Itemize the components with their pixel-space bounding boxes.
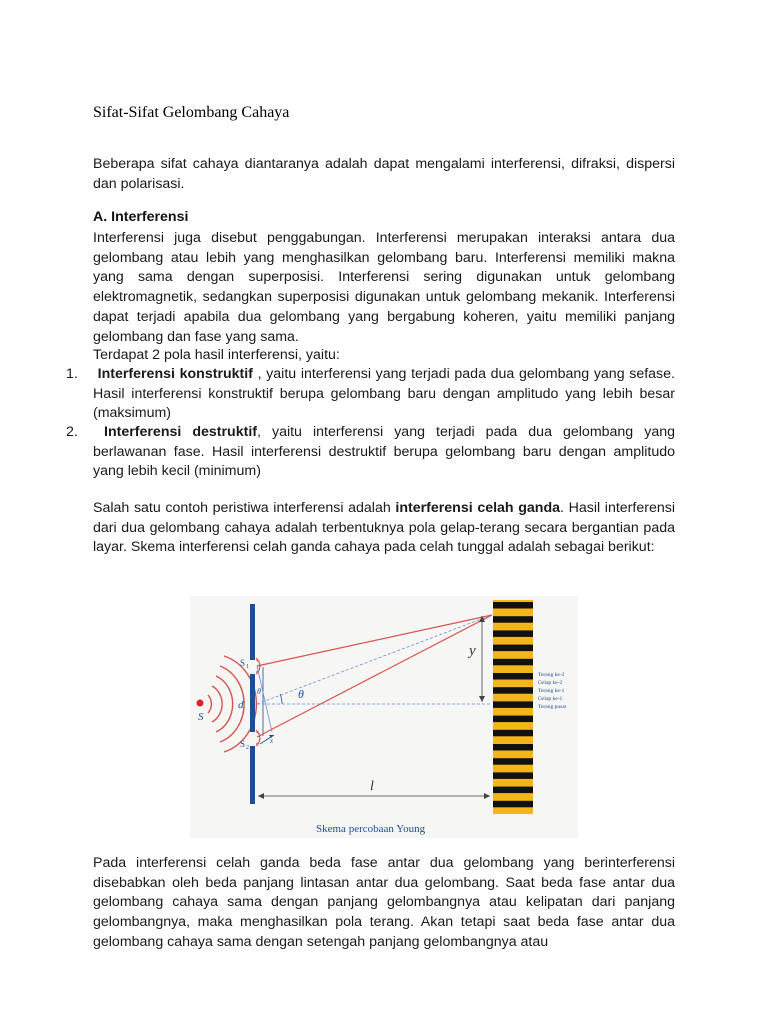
dark-fringe — [493, 659, 533, 666]
screen — [493, 600, 533, 814]
slit2-subscript: 2 — [246, 745, 249, 751]
list-number: 2. — [66, 424, 78, 440]
barrier-middle — [250, 674, 255, 732]
dark-fringe — [493, 616, 533, 623]
example-pre: Salah satu contoh peristiwa interferensi adalah — [93, 500, 396, 516]
term-description: , yaitu interferensi yang terjadi pada dua gelombang yang berlawanan fase. Hasil interferensi destruktif berupa gelombang baru dengan amplitudo yang lebih kecil (minimum) — [93, 424, 675, 480]
interference-paragraph: Interferensi juga disebut penggabungan. Interferensi merupakan interaksi antara dua gelombang atau lebih yang menghasilkan gelombang baru. Interferensi memiliki makna yang sama dengan superposisi. Interferensi sering digunakan untuk gelombang elektromagnetik, sedangkan superposisi digunakan untuk gelombang mekanik. Interferensi dapat terjadi apabila dua gelombang yang bergabung koheren, yaitu memiliki panjang gelombang dan fase yang sama. — [93, 230, 675, 345]
list-text — [93, 365, 675, 424]
closing-paragraph: Pada interferensi celah ganda beda fase antar dua gelombang yang berinterferensi disebabkan oleh beda panjang lintasan antar dua gelombang. Saat beda fase antar dua gelombang cahaya sama dengan panjang gelombangnya atau kelipatan dari panjang gelombangnya, maka menghasilkan pola terang. Akan tetapi saat beda fase antar dua gelombang cahaya sama dengan setengah panjang gelombangnya atau — [93, 855, 675, 950]
d-label: d — [238, 699, 244, 711]
list-number: 1. — [66, 366, 78, 382]
y-arrow-bottom — [479, 696, 485, 702]
ray-from-slit2 — [257, 615, 492, 737]
x-label: x — [270, 737, 274, 745]
term-bold: Interferensi konstruktif — [97, 366, 253, 382]
l-arrow-right — [484, 793, 490, 799]
slit2-label: S — [240, 739, 246, 749]
l-arrow-left — [258, 793, 264, 799]
legend-item: Terang pusat — [538, 704, 567, 710]
path-difference-line — [257, 666, 272, 732]
dark-fringe — [493, 602, 533, 609]
legend-item: Terang ke-1 — [538, 688, 565, 694]
dark-fringe — [493, 687, 533, 694]
light-source-dot — [197, 700, 204, 707]
term-description: , yaitu interferensi yang terjadi pada dua gelombang yang sefase. Hasil interferensi konstruktif berupa gelombang baru dengan amplitudo yang lebih besar (maksimum) — [93, 366, 675, 422]
dark-fringe — [493, 772, 533, 779]
l-label: l — [370, 779, 374, 794]
example-paragraph — [93, 499, 675, 558]
dark-fringe — [493, 744, 533, 751]
barrier-top — [250, 604, 255, 660]
young-experiment-figure — [190, 596, 578, 838]
section-heading: A. Interferensi — [93, 209, 189, 225]
dark-fringes — [493, 602, 533, 807]
page-title: Sifat-Sifat Gelombang Cahaya — [93, 104, 290, 121]
young-diagram — [190, 596, 578, 838]
ray-from-slit1 — [257, 615, 492, 666]
intro-paragraph: Beberapa sifat cahaya diantaranya adalah dapat mengalami interferensi, difraksi, dispersi dan polarisasi. — [93, 156, 675, 192]
dark-fringe — [493, 787, 533, 794]
example-post: . Hasil interferensi dari dua gelombang cahaya adalah terbentuknya pola gelap-terang secara bergantian pada layar. Skema interferensi celah ganda cahaya pada celah tunggal adalah sebagai berikut: — [93, 500, 675, 556]
theta-label: θ — [298, 687, 304, 701]
legend-item: Gelap ke-2 — [538, 680, 563, 686]
list-text — [93, 423, 675, 482]
dark-fringe — [493, 758, 533, 765]
dark-fringe — [493, 645, 533, 652]
dark-fringe — [493, 701, 533, 708]
dark-fringe — [493, 673, 533, 680]
example-bold: interferensi celah ganda — [395, 500, 561, 516]
source-label: S — [198, 711, 204, 723]
legend-item: Gelap ke-1 — [538, 696, 563, 702]
slit1-subscript: 1 — [246, 664, 249, 670]
y-label: y — [469, 643, 476, 659]
center-ray — [257, 615, 492, 704]
term-bold: Interferensi destruktif — [104, 424, 257, 440]
fringe-legend — [538, 672, 567, 710]
dark-fringe — [493, 716, 533, 723]
barrier-bottom — [250, 746, 255, 804]
legend-item: Terang ke-2 — [538, 672, 565, 678]
slit1-label: S — [240, 658, 246, 668]
dark-fringe — [493, 630, 533, 637]
dark-fringe — [493, 730, 533, 737]
theta-arc — [280, 694, 282, 704]
dark-fringe — [493, 801, 533, 808]
patterns-intro: Terdapat 2 pola hasil interferensi, yaitu: — [93, 347, 340, 363]
wavefront-arcs — [208, 656, 256, 752]
figure-caption: Skema percobaan Young — [316, 823, 426, 835]
theta-small-label: θ — [257, 687, 261, 696]
